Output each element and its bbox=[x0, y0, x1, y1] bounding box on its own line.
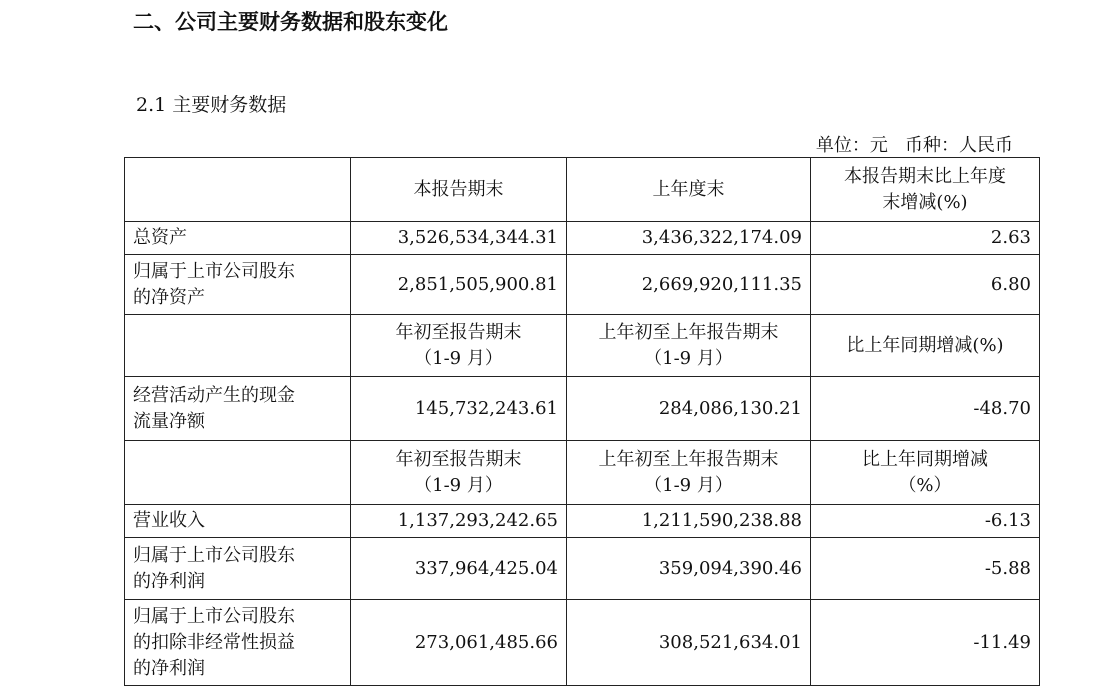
subsection-title: 2.1 主要财务数据 bbox=[136, 94, 287, 116]
header-cell: 本报告期末比上年度 末增减(%) bbox=[811, 158, 1040, 222]
row-label: 总资产 bbox=[125, 222, 351, 255]
table-row bbox=[125, 222, 1040, 255]
financial-data-table bbox=[124, 157, 1040, 686]
section-title: 二、公司主要财务数据和股东变化 bbox=[133, 10, 448, 34]
table-row bbox=[125, 377, 1040, 441]
table-row bbox=[125, 600, 1040, 686]
change-value: -11.49 bbox=[811, 600, 1040, 686]
table-row bbox=[125, 255, 1040, 315]
row-label: 归属于上市公司股东 的扣除非经常性损益 的净利润 bbox=[125, 600, 351, 686]
change-value: -5.88 bbox=[811, 538, 1040, 600]
header-cell: 年初至报告期末 （1-9 月） bbox=[351, 315, 567, 377]
header-cell: 上年初至上年报告期末 （1-9 月） bbox=[567, 315, 811, 377]
header-cell: 上年初至上年报告期末 （1-9 月） bbox=[567, 441, 811, 505]
change-value: -48.70 bbox=[811, 377, 1040, 441]
unit-currency-note: 单位：元 币种：人民币 bbox=[815, 135, 1013, 156]
prior-value: 1,211,590,238.88 bbox=[567, 505, 811, 538]
row-label: 归属于上市公司股东 的净利润 bbox=[125, 538, 351, 600]
header-cell: 比上年同期增减 （%） bbox=[811, 441, 1040, 505]
row-label: 营业收入 bbox=[125, 505, 351, 538]
current-value: 3,526,534,344.31 bbox=[351, 222, 567, 255]
table-header-row bbox=[125, 441, 1040, 505]
header-cell bbox=[125, 315, 351, 377]
header-cell bbox=[125, 441, 351, 505]
header-cell: 上年度末 bbox=[567, 158, 811, 222]
header-cell: 年初至报告期末 （1-9 月） bbox=[351, 441, 567, 505]
prior-value: 284,086,130.21 bbox=[567, 377, 811, 441]
header-cell bbox=[125, 158, 351, 222]
table-header-row bbox=[125, 158, 1040, 222]
prior-value: 3,436,322,174.09 bbox=[567, 222, 811, 255]
change-value: 6.80 bbox=[811, 255, 1040, 315]
current-value: 337,964,425.04 bbox=[351, 538, 567, 600]
prior-value: 2,669,920,111.35 bbox=[567, 255, 811, 315]
change-value: -6.13 bbox=[811, 505, 1040, 538]
current-value: 1,137,293,242.65 bbox=[351, 505, 567, 538]
change-value: 2.63 bbox=[811, 222, 1040, 255]
row-label: 归属于上市公司股东 的净资产 bbox=[125, 255, 351, 315]
table-row bbox=[125, 505, 1040, 538]
table-row bbox=[125, 538, 1040, 600]
table-header-row bbox=[125, 315, 1040, 377]
header-cell: 比上年同期增减(%) bbox=[811, 315, 1040, 377]
current-value: 145,732,243.61 bbox=[351, 377, 567, 441]
prior-value: 308,521,634.01 bbox=[567, 600, 811, 686]
current-value: 273,061,485.66 bbox=[351, 600, 567, 686]
row-label: 经营活动产生的现金 流量净额 bbox=[125, 377, 351, 441]
prior-value: 359,094,390.46 bbox=[567, 538, 811, 600]
current-value: 2,851,505,900.81 bbox=[351, 255, 567, 315]
header-cell: 本报告期末 bbox=[351, 158, 567, 222]
